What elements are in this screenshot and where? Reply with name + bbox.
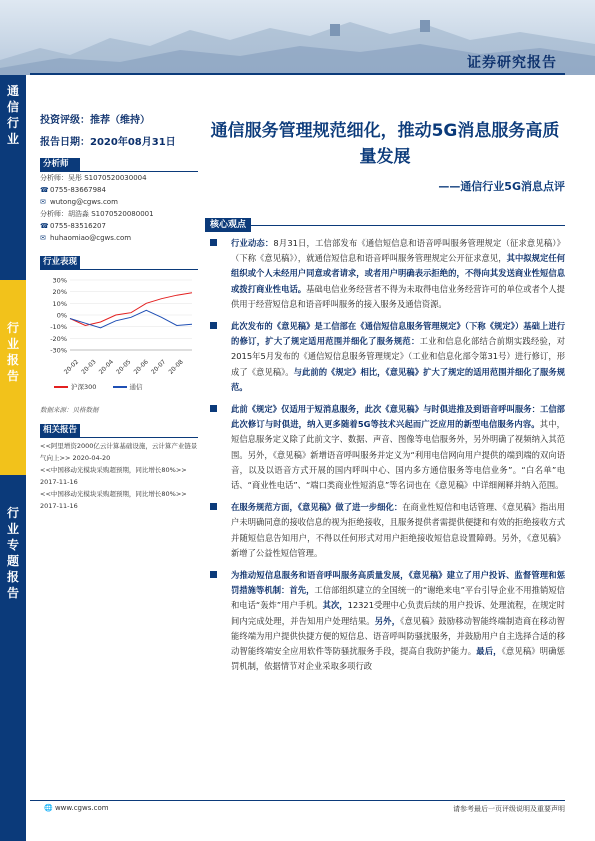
brand-title: 证券研究报告 [467,55,557,71]
header-rule [30,73,565,75]
y-tick-label: 0% [56,311,67,320]
y-tick-label: -10% [50,323,67,332]
analyst-1-phone: ☎0755-83667984 [40,186,106,194]
strip-category: 行业报告 [0,280,26,475]
footer-disclaimer: 请参考最后一页评级说明及重要声明 [453,805,565,813]
x-tick-label: 20-07 [149,358,168,376]
performance-section-title: 行业表现 [40,256,80,269]
left-sidebar [40,110,198,512]
paragraph-mechanisms: 为推动短信息服务和语音呼叫服务高质量发展，《意见稿》建立了用户投诉、监督管理和惩罚措施等机制：首先，工信部组织建立的全国统一的“谢绝来电”平台引导企业不用推销短信和电话“轰炸”用户手机。其次，12321受理中心负责后续的用户投诉、处理流程，在规定时间内完成处理，并告知用户处理结果。另外，《意见稿》鼓励移动智能终端制造商在移动智能终端为用户提供快捷方便的短信息、语音呼叫防骚扰服务，并鼓励用户自主选择合适的移动智能终端安全应用软件等防骚扰服务手段，提高自我防护能力。最后，《意见稿》明确惩罚机制，依据情节对企业采取多项行政 [209,568,565,674]
mail-icon: ✉ [40,234,46,242]
bullet-icon [210,503,217,510]
x-tick-label: 20-08 [167,358,185,376]
analyst-1-name: 分析师：吴彤 S1070520030004 [40,174,147,182]
footer-website[interactable]: 🌐 www.cgws.com [44,804,109,812]
legend-swatch-hs300 [54,386,68,388]
paragraph-revision-scope: 此次发布的《意见稿》是工信部在《通信短信息服务管理规定》（下称《规定》）基础上进行的修订，扩大了规定适用范围并细化了服务规范：工业和信息化部结合前期实践经验，对2015年5月发布的《通信短信息服务管理规定》（工业和信息化部令第31号）进行修订，形成了《意见稿》。与此前的《规定》相比，《意见稿》扩大了规定的适用范围并细化了服务规范。 [209,319,565,395]
bullet-icon [210,571,217,578]
bullet-icon [210,405,217,412]
bullet-icon [210,239,217,246]
paragraph-service-rules: 在服务规范方面，《意见稿》做了进一步细化：在商业性短信和电话管理、《意见稿》指出用户未明确同意的接收信息的视为拒绝接收，且服务提供者需提供便捷和有效的拒绝接收方式并随短信息告知用户，不得以任何形式对用户拒绝接收短信息设置障碍。另外，《意见稿》新增了公益性短信管理。 [209,500,565,561]
related-report-3[interactable]: <<中国移动光模块采购超预期，同比增长80%>> 2017-11-16 [40,490,187,510]
strip-type: 行业专题报告 [0,475,26,841]
data-source: 数据来源：贝格数据 [40,406,99,414]
paragraph-voice-call: 此前《规定》仅适用于短消息服务，此次《意见稿》与时俱进推及到语音呼叫服务：工信部此次修订与时俱进，纳入更多随着5G等技术兴起而广泛应用的新型电信服务内容。其中，短信息服务定义除了此前文字、数据、声音、图像等电信服务外，另外明确了视频纳入其范围。另外，《意见稿》新增语音呼叫服务并定义为“利用电信网向用户提供的端到端的双向语音，以及以语音方式开展的国内呼叫中心、国内多方通信服务等电信业务”。“白名单”电话、“商业性电话”、“端口类商业性短消息”等名词也在《意见稿》中详细阐释并纳入范围。 [209,402,565,493]
footer-rule [30,800,565,801]
related-report-1[interactable]: <<阿里增资2000亿云计算基础设施，云计算产业链景气向上>> 2020-04-20 [40,442,198,462]
related-reports [40,440,198,512]
investment-rating: 投资评级：推荐（维持） [40,115,150,126]
related-report-2[interactable]: <<中国移动光模块采购超预期，同比增长80%>> 2017-11-16 [40,466,187,486]
report-date: 报告日期：2020年08月31日 [40,137,176,148]
bullet-icon [210,322,217,329]
y-tick-label: 20% [52,288,67,297]
performance-chart [40,274,198,391]
y-tick-label: 10% [52,299,67,308]
legend-label-hs300: 沪深300 [71,383,97,391]
y-tick-label: -30% [50,346,67,355]
globe-icon: 🌐 [44,804,55,812]
analyst-1-email[interactable]: ✉ wutong@cgws.com [40,198,118,206]
performance-chart-svg [40,274,198,376]
analyst-2-email[interactable]: ✉ huhaomiao@cgws.com [40,234,132,242]
legend-label-telecom: 通信 [129,383,143,391]
legend-swatch-telecom [113,386,127,388]
y-tick-label: 30% [52,276,67,285]
x-tick-label: 20-02 [62,358,81,376]
analyst-section-title: 分析师 [40,158,80,171]
x-tick-label: 20-05 [115,358,133,376]
paragraph-industry-news: 行业动态：8月31日，工信部发布《通信短信息和语音呼叫服务管理规定（征求意见稿）》（下称《意见稿》），就通信短信息和语音呼叫服务管理规定公开征求意见，其中拟规定任何组织或个人未经用户同意或者请求，或者用户明确表示拒绝的，不得向其发送商业性短信息或拨打商业性电话。基础电信业务经营者不得为未取得电信业务经营许可的单位或者个人提供用于经营短信息和语音呼叫服务的接入服务及通信资源。 [209,236,565,312]
chart-legend [40,382,198,391]
strip-sector: 通信行业 [0,75,26,280]
series-line-0 [70,293,192,326]
core-view-heading: 核心观点 [205,212,565,226]
x-tick-label: 20-03 [80,358,98,376]
phone-icon: ☎ [40,222,49,230]
y-tick-label: -20% [50,334,67,343]
phone-icon: ☎ [40,186,49,194]
core-view-body [209,236,565,681]
report-subtitle: ——通信行业5G消息点评 [438,180,565,193]
analyst-2-phone: ☎0755-83516207 [40,222,106,230]
x-tick-label: 20-04 [97,358,115,376]
x-tick-label: 20-06 [132,358,150,376]
header-banner [0,0,595,75]
report-title: 通信服务管理规范细化，推动5G消息服务高质量发展 [210,121,560,167]
analyst-list [40,172,198,244]
related-section-title: 相关报告 [40,424,80,437]
mail-icon: ✉ [40,198,46,206]
analyst-2-name: 分析师：胡浩淼 S1070520080001 [40,210,154,218]
